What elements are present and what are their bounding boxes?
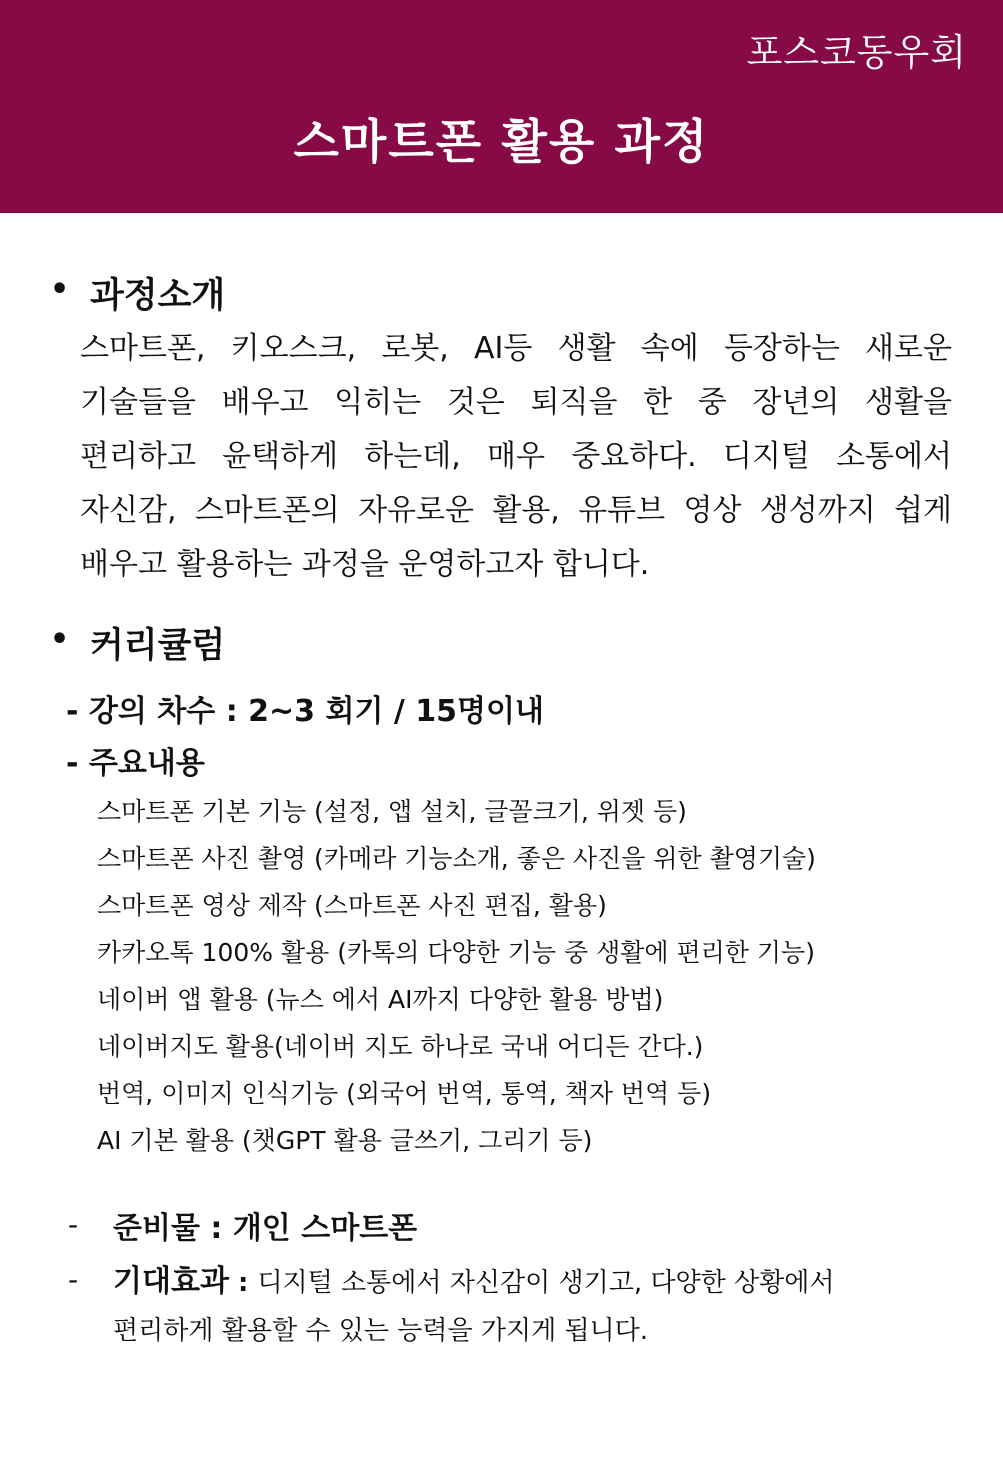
dash-marker: - bbox=[68, 1208, 79, 1241]
expected-effect-text: 디지털 소통에서 자신감이 생기고, 다양한 상황에서 bbox=[257, 1268, 835, 1298]
section-heading-intro: 과정소개 bbox=[90, 276, 226, 316]
dash-marker: - bbox=[68, 1263, 79, 1296]
list-item: 카카오톡 100% 활용 (카톡의 다양한 기능 중 생활에 편리한 기능) bbox=[97, 938, 815, 967]
list-item: 스마트폰 영상 제작 (스마트폰 사진 편집, 활용) bbox=[97, 891, 607, 920]
main-content-heading: - 주요내용 bbox=[66, 746, 205, 781]
expected-effect-line bbox=[113, 1258, 834, 1307]
lecture-sessions: - 강의 차수 : 2~3 회기 / 15명이내 bbox=[66, 694, 544, 729]
intro-line: 편리하고 윤택하게 하는데, 매우 중요하다. 디지털 소통에서 bbox=[80, 439, 952, 474]
organization-name: 포스코동우회 bbox=[746, 31, 967, 74]
intro-line: 기술들을 배우고 익히는 것은 퇴직을 한 중 장년의 생활을 bbox=[80, 385, 952, 420]
expected-effect-line: 편리하게 활용할 수 있는 능력을 가지게 됩니다. bbox=[113, 1316, 649, 1346]
intro-line: 자신감, 스마트폰의 자유로운 활용, 유튜브 영상 생성까지 쉽게 bbox=[80, 493, 952, 528]
list-item: 스마트폰 사진 촬영 (카메라 기능소개, 좋은 사진을 위한 촬영기술) bbox=[97, 844, 816, 873]
bullet-icon: • bbox=[50, 272, 70, 307]
section-heading-curriculum: 커리큘럼 bbox=[90, 626, 226, 666]
preparation-text: 준비물 : 개인 스마트폰 bbox=[113, 1211, 418, 1246]
intro-line: 스마트폰, 키오스크, 로봇, AI등 생활 속에 등장하는 새로운 bbox=[80, 331, 952, 366]
intro-line: 배우고 활용하는 과정을 운영하고자 합니다. bbox=[80, 547, 650, 582]
intro-paragraph bbox=[80, 322, 952, 592]
expected-effect-label: 기대효과 bbox=[113, 1264, 229, 1299]
page-title: 스마트폰 활용 과정 bbox=[293, 115, 710, 170]
expected-effect-separator: : bbox=[228, 1268, 258, 1298]
curriculum-list bbox=[97, 788, 816, 1164]
list-item: 스마트폰 기본 기능 (설정, 앱 설치, 글꼴크기, 위젯 등) bbox=[97, 797, 687, 826]
bullet-icon: • bbox=[50, 622, 70, 657]
expected-effect bbox=[113, 1258, 834, 1355]
list-item: 번역, 이미지 인식기능 (외국어 번역, 통역, 책자 번역 등) bbox=[97, 1079, 712, 1108]
list-item: 네이버 앱 활용 (뉴스 에서 AI까지 다양한 활용 방법) bbox=[97, 985, 664, 1014]
list-item: 네이버지도 활용(네이버 지도 하나로 국내 어디든 간다.) bbox=[97, 1032, 704, 1061]
header-banner bbox=[0, 0, 1003, 213]
list-item: AI 기본 활용 (챗GPT 활용 글쓰기, 그리기 등) bbox=[97, 1126, 593, 1155]
